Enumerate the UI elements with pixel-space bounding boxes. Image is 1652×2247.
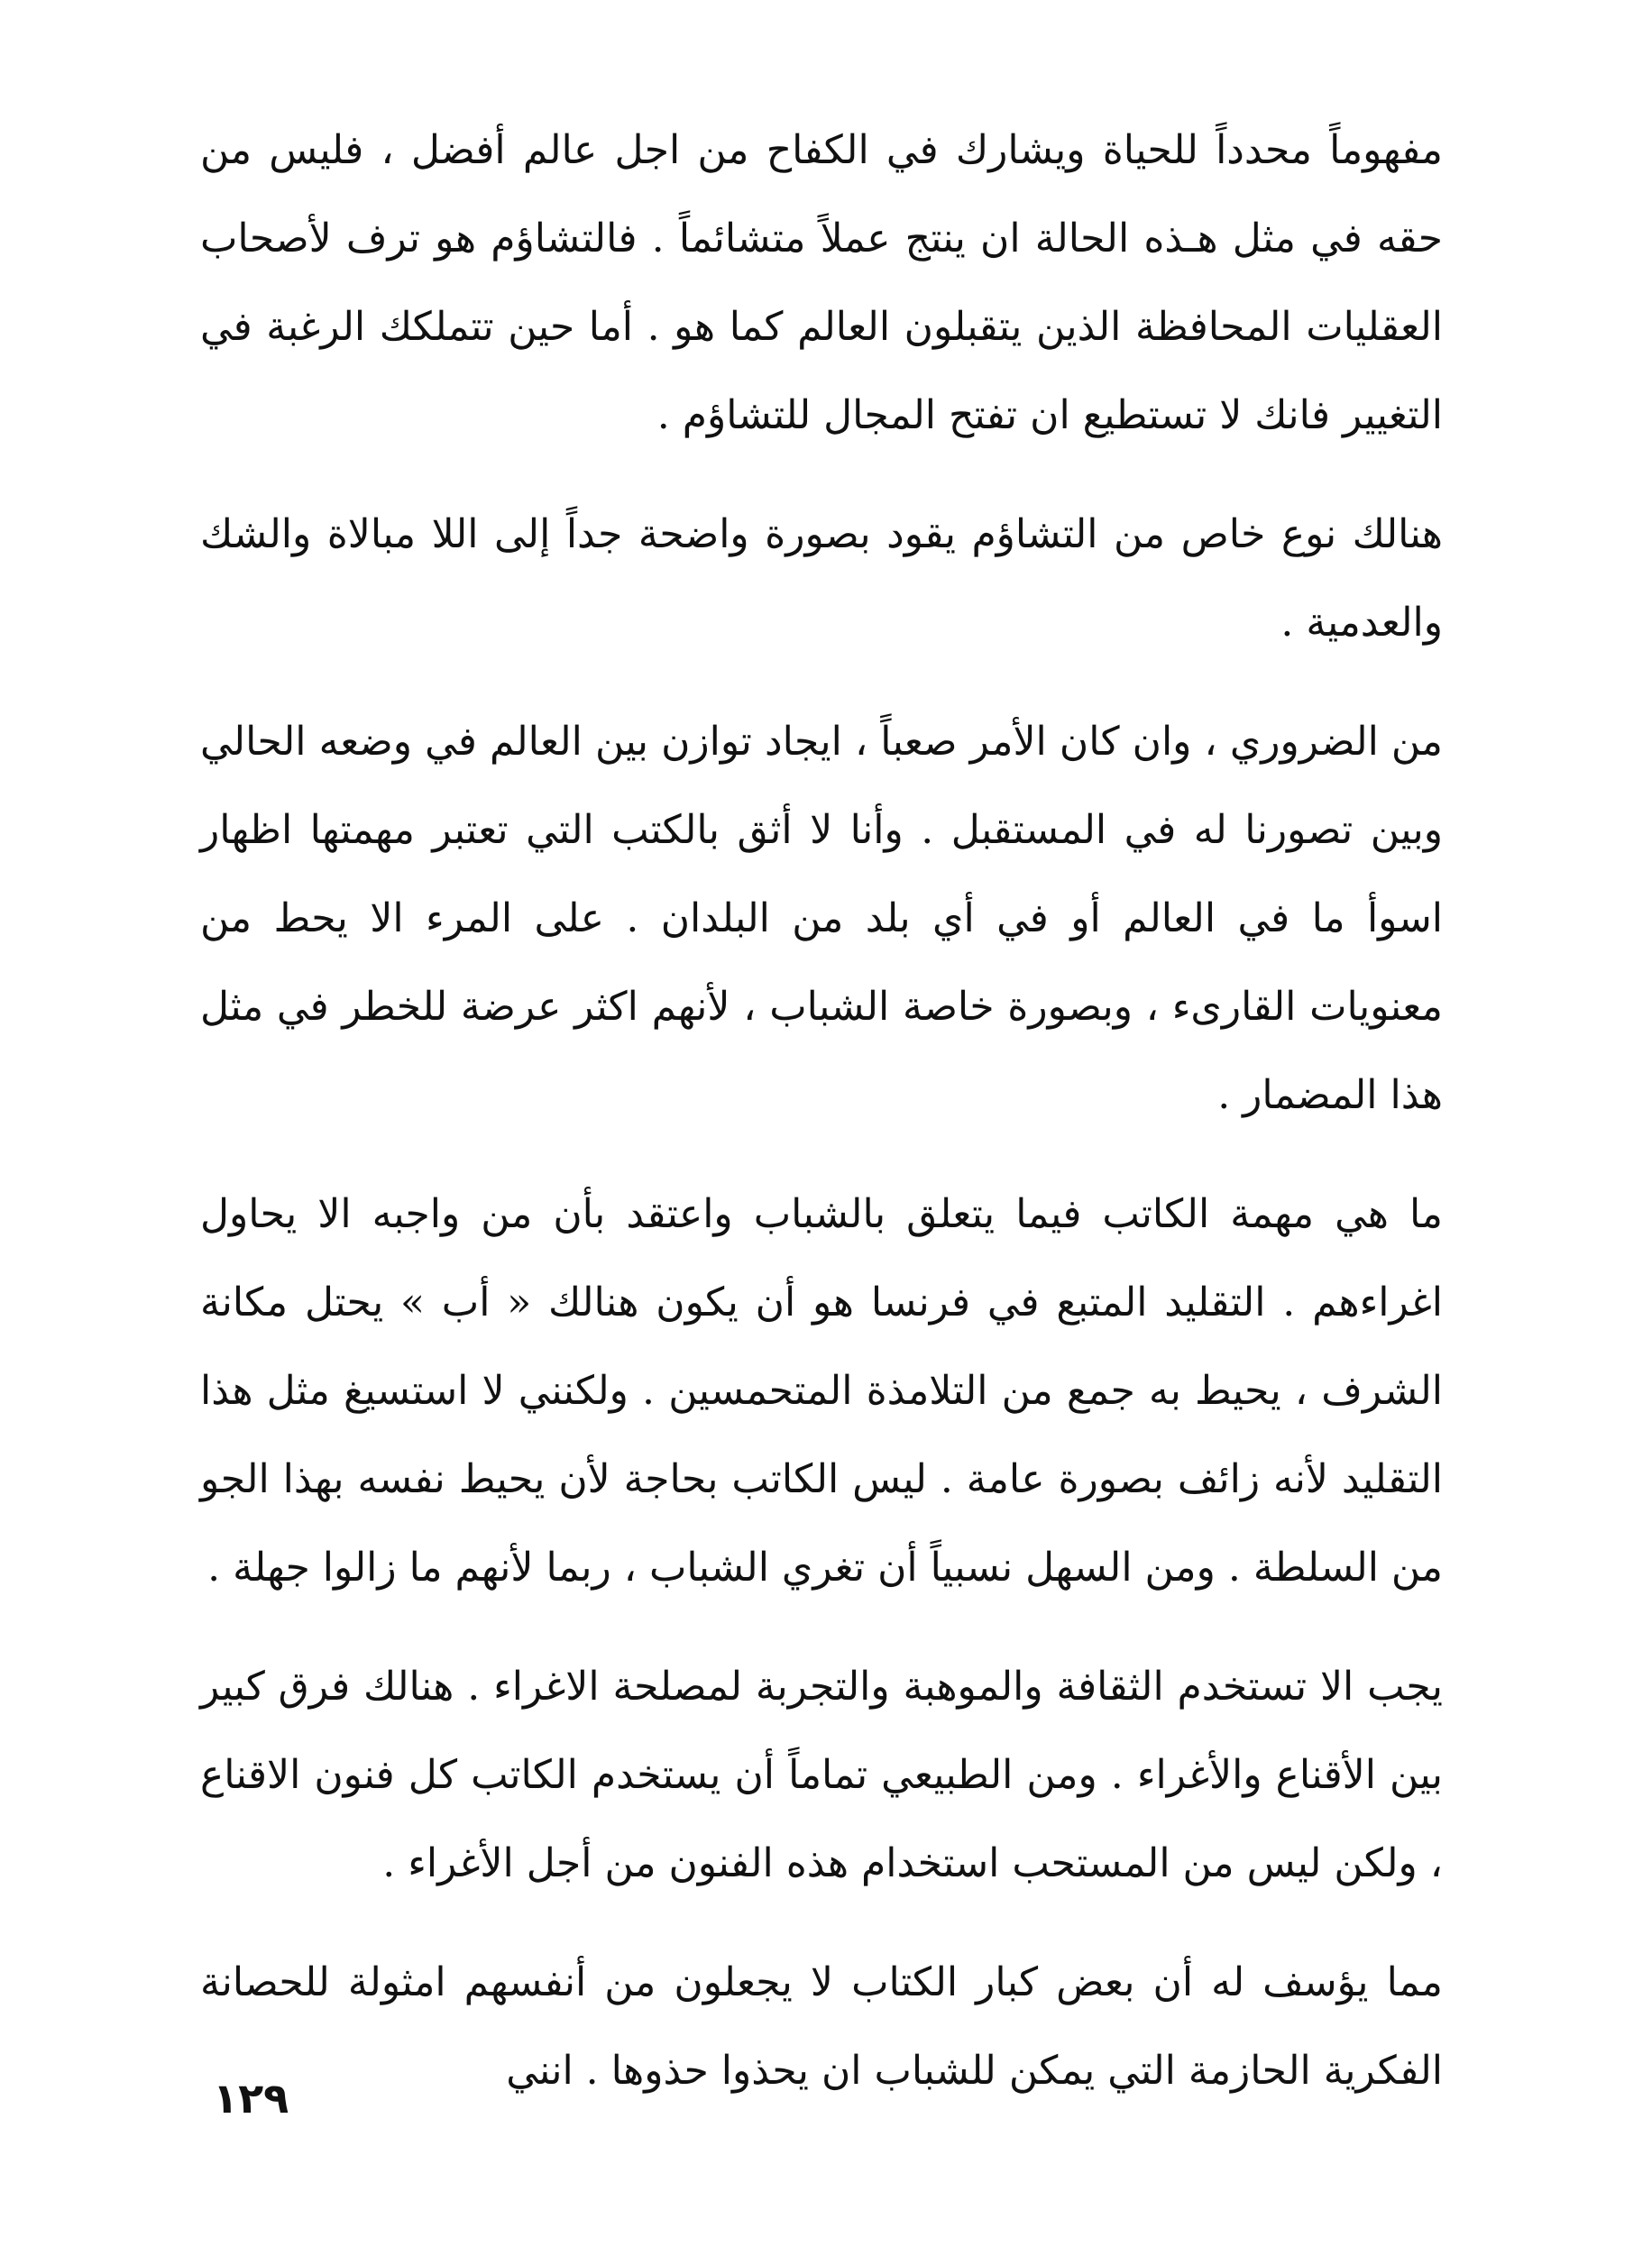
paragraph-2: هنالك نوع خاص من التشاؤم يقود بصورة واضحة جداً إلى اللا مبالاة والشك والعدمية . bbox=[200, 511, 1443, 646]
paragraph-6: مما يؤسف له أن بعض كبار الكتاب لا يجعلون من أنفسهم امثولة للحصانة الفكرية الحازمة التي يمكن للشباب ان يحذوا حذوها . انني bbox=[200, 1959, 1443, 2094]
paragraph-5: يجب الا تستخدم الثقافة والموهبة والتجربة لمصلحة الاغراء . هنالك فرق كبير بين الأقناع والأغراء . ومن الطبيعي تماماً أن يستخدم الكاتب كل فنون الاقناع ، ولكن ليس من المستحب استخدام هذه الفنون من أجل الأغراء . bbox=[200, 1664, 1443, 1886]
page-number: ١٢٩ bbox=[213, 2074, 289, 2123]
paragraph-4: ما هي مهمة الكاتب فيما يتعلق بالشباب واعتقد بأن من واجبه الا يحاول اغراءهم . التقليد المتبع في فرنسا هو أن يكون هنالك « أب » يحتل مكانة الشرف ، يحيط به جمع من التلامذة المتحمسين . ولكنني لا استسيغ مثل هذا التقليد لأنه زائف بصورة عامة . ليس الكاتب بحاجة لأن يحيط نفسه بهذا الجو من السلطة . ومن السهل نسبياً أن تغري الشباب ، ربما لأنهم ما زالوا جهلة . bbox=[200, 1191, 1443, 1591]
paragraph-1: مفهوماً محدداً للحياة ويشارك في الكفاح من اجل عالم أفضل ، فليس من حقه في مثل هـذه الحالة ان ينتج عملاً متشائماً . فالتشاؤم هو ترف لأصحاب العقليات المحافظة الذين يتقبلون العالم كما هو . أما حين تتملكك الرغبة في التغيير فانك لا تستطيع ان تفتح المجال للتشاؤم . bbox=[200, 127, 1443, 438]
body-text bbox=[200, 106, 1443, 2146]
paragraph-3: من الضروري ، وان كان الأمر صعباً ، ايجاد توازن بين العالم في وضعه الحالي وبين تصورنا له في المستقبل . وأنا لا أثق بالكتب التي تعتبر مهمتها اظهار اسوأ ما في العالم أو في أي بلد من البلدان . على المرء الا يحط من معنويات القارىء ، وبصورة خاصة الشباب ، لأنهم اكثر عرضة للخطر في مثل هذا المضمار . bbox=[200, 719, 1443, 1118]
